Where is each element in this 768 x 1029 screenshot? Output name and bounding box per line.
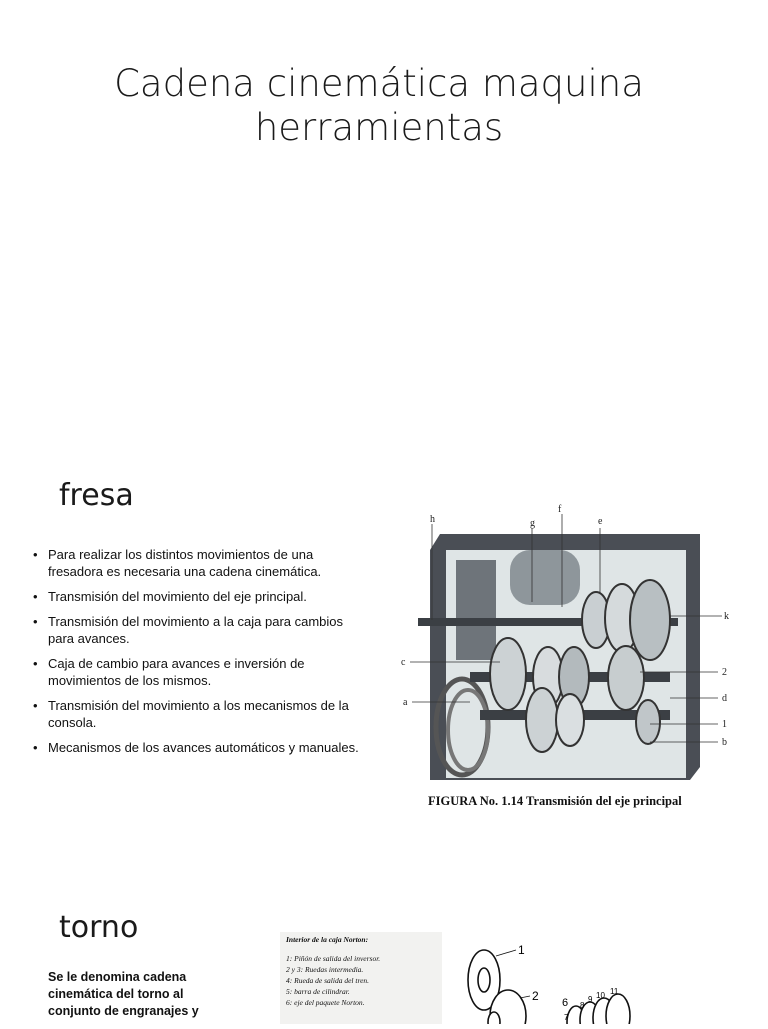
gear-label-2: 2 (532, 989, 539, 1003)
label-f: f (558, 504, 562, 515)
label-b: b (722, 737, 727, 748)
slide-title (0, 62, 758, 150)
gear-1-hub (478, 968, 490, 992)
housing-boss (510, 550, 580, 605)
norton-gears-illustration (458, 936, 658, 1024)
label-1: 1 (722, 719, 727, 730)
norton-box-legend (280, 932, 442, 1024)
list-item: 1: Piñón de salida del inversor. (286, 954, 381, 963)
norton-legend-title: Interior de la caja Norton: (286, 935, 369, 944)
slide-title-line1: Cadena cinemática maquina (114, 62, 644, 105)
gear-2-hub (488, 1012, 500, 1024)
list-item: • Transmisión del movimiento del eje principal. (31, 588, 361, 605)
torno-description: Se le denomina cadena cinemática del torno al conjunto de engranajes y (48, 970, 199, 1018)
label-e: e (598, 516, 603, 527)
label-g: g (530, 518, 535, 529)
gear-label-9: 9 (588, 995, 593, 1004)
label-2: 2 (722, 667, 727, 678)
housing-rib (456, 560, 496, 660)
gear-11 (606, 994, 630, 1024)
gear-middle-1 (490, 638, 526, 710)
list-item: • Transmisión del movimiento a la caja para cambios para avances. (31, 613, 361, 647)
label-a: a (403, 697, 408, 708)
list-item: • Caja de cambio para avances e inversión de movimientos de los mismos. (31, 655, 361, 689)
gear-lower-1 (526, 688, 558, 752)
list-item: • Transmisión del movimiento a los mecanismos de la consola. (31, 697, 361, 731)
label-h: h (430, 514, 435, 525)
fresa-heading: fresa (59, 478, 134, 513)
gear-label-8: 8 (580, 1001, 585, 1010)
list-item: • Mecanismos de los avances automáticos y manuales. (31, 739, 361, 756)
torno-heading: torno (59, 910, 139, 945)
spindle-transmission-figure (400, 502, 740, 792)
list-item: 4: Rueda de salida del tren. (286, 976, 370, 985)
gear-label-11: 11 (610, 987, 619, 996)
label-k: k (724, 611, 729, 622)
figure-caption: FIGURA No. 1.14 Transmisión del eje principal (428, 794, 682, 808)
gear-label-6: 6 (562, 997, 569, 1009)
gearbox-illustration (400, 502, 740, 792)
gear-upper-3 (630, 580, 670, 660)
slide-title-line2: herramientas (254, 106, 504, 149)
fresa-bullet-list (31, 546, 361, 764)
gear-middle-4 (608, 646, 644, 710)
label-c: c (401, 657, 406, 668)
list-item: • Para realizar los distintos movimientos de una fresadora es necesaria una cadena cinemática. (31, 546, 361, 580)
list-item: 2 y 3: Ruedas intermedia. (286, 965, 364, 974)
gear-label-10: 10 (596, 991, 605, 1000)
gear-train-drawing (458, 936, 658, 1024)
list-item: 6: eje del paquete Norton. (286, 998, 365, 1007)
gear-lower-3 (636, 700, 660, 744)
gear-label-1: 1 (518, 943, 525, 957)
gear-label-7: 7 (564, 1013, 569, 1022)
label-d: d (722, 693, 727, 704)
list-item: 5: barra de cilindrar. (286, 987, 350, 996)
gear-lower-2 (556, 694, 584, 746)
